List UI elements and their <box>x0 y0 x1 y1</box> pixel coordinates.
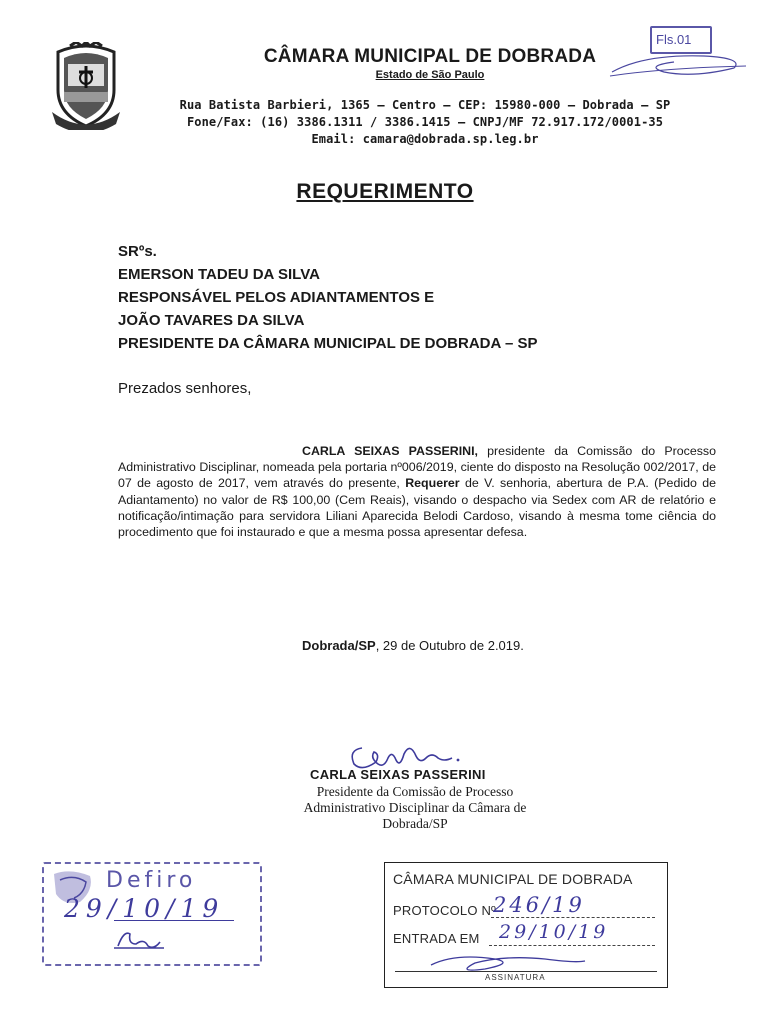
council-phone-cnpj: Fone/Fax: (16) 3386.1311 / 3386.1415 – CNPJ/MF 72.917.172/0001-35 <box>186 115 664 129</box>
date-line <box>302 638 524 653</box>
request-body-paragraph <box>118 443 716 540</box>
greeting: Prezados senhores, <box>118 380 252 397</box>
folio-stamp-text: Fls.01 <box>656 32 692 47</box>
approval-word: Defiro <box>106 868 197 893</box>
signature-line <box>395 971 657 972</box>
council-email: Email: camara@dobrada.sp.leg.br <box>311 132 539 146</box>
approval-date-underline <box>114 920 234 921</box>
approval-date-handwritten: 29/10/19 <box>64 894 225 923</box>
protocol-stamp-title: CÂMARA MUNICIPAL DE DOBRADA <box>393 871 633 887</box>
addressee-line: RESPONSÁVEL PELOS ADIANTAMENTOS E <box>118 289 435 306</box>
date-text: , 29 de Outubro de 2.019. <box>375 638 524 653</box>
state-subtitle: Estado de São Paulo <box>375 69 485 81</box>
requester-name: CARLA SEIXAS PASSERINI, <box>302 444 478 458</box>
addressee-line: SRºs. <box>118 243 157 260</box>
approval-stamp <box>42 862 262 966</box>
body-request-keyword: Requerer <box>405 476 460 491</box>
signatory-role-line: Dobrada/SP <box>382 816 448 831</box>
council-address: Rua Batista Barbieri, 1365 – Centro – CEP: 15980-000 – Dobrada – SP <box>179 98 671 112</box>
signature-label: ASSINATURA <box>485 973 546 982</box>
municipal-crest-logo <box>50 42 122 130</box>
entry-date-line <box>489 945 655 946</box>
entry-date-handwritten: 29/10/19 <box>499 921 609 943</box>
signatory-role-line: Presidente da Comissão de Processo <box>316 784 514 799</box>
folio-initials-scribble <box>604 42 754 82</box>
addressee-line: JOÃO TAVARES DA SILVA <box>118 312 305 329</box>
date-place: Dobrada/SP <box>302 638 376 653</box>
protocol-number-label: PROTOCOLO Nº <box>393 903 496 918</box>
signatory-name: CARLA SEIXAS PASSERINI <box>310 767 486 782</box>
body-text-part2: de V. senhoria, abertura de P.A. (Pedido de Adiantamento) no valor de R$ 100,00 (Cem Reais), visando o despacho via Sedex com AR de relatório e notificação/intimação para servidora Liliani Aparecida Belodi Cardoso, visando à mesma tome ciência do procedimento que foi instaurado e que a mesma possa apresentar defesa. <box>118 476 716 540</box>
entry-date-label: ENTRADA EM <box>393 931 480 946</box>
protocol-number-handwritten: 246/19 <box>493 893 585 917</box>
document-title: REQUERIMENTO <box>296 180 474 203</box>
protocol-number-line <box>491 917 655 918</box>
approval-initials-scribble <box>110 924 170 954</box>
addressee-line: EMERSON TADEU DA SILVA <box>118 266 320 283</box>
protocol-stamp <box>384 862 668 988</box>
body-text-part1: presidente da Comissão do Processo Administrativo Disciplinar, nomeada pela portaria nº006/2019, ciente do disposto na Resolução 002/2017, de 07 de agosto de 2017, vem através do presente, <box>118 444 716 491</box>
signatory-role-line: Administrativo Disciplinar da Câmara de <box>303 800 527 815</box>
council-name-heading: CÂMARA MUNICIPAL DE DOBRADA <box>263 46 597 67</box>
addressee-line: PRESIDENTE DA CÂMARA MUNICIPAL DE DOBRADA – SP <box>118 335 538 352</box>
